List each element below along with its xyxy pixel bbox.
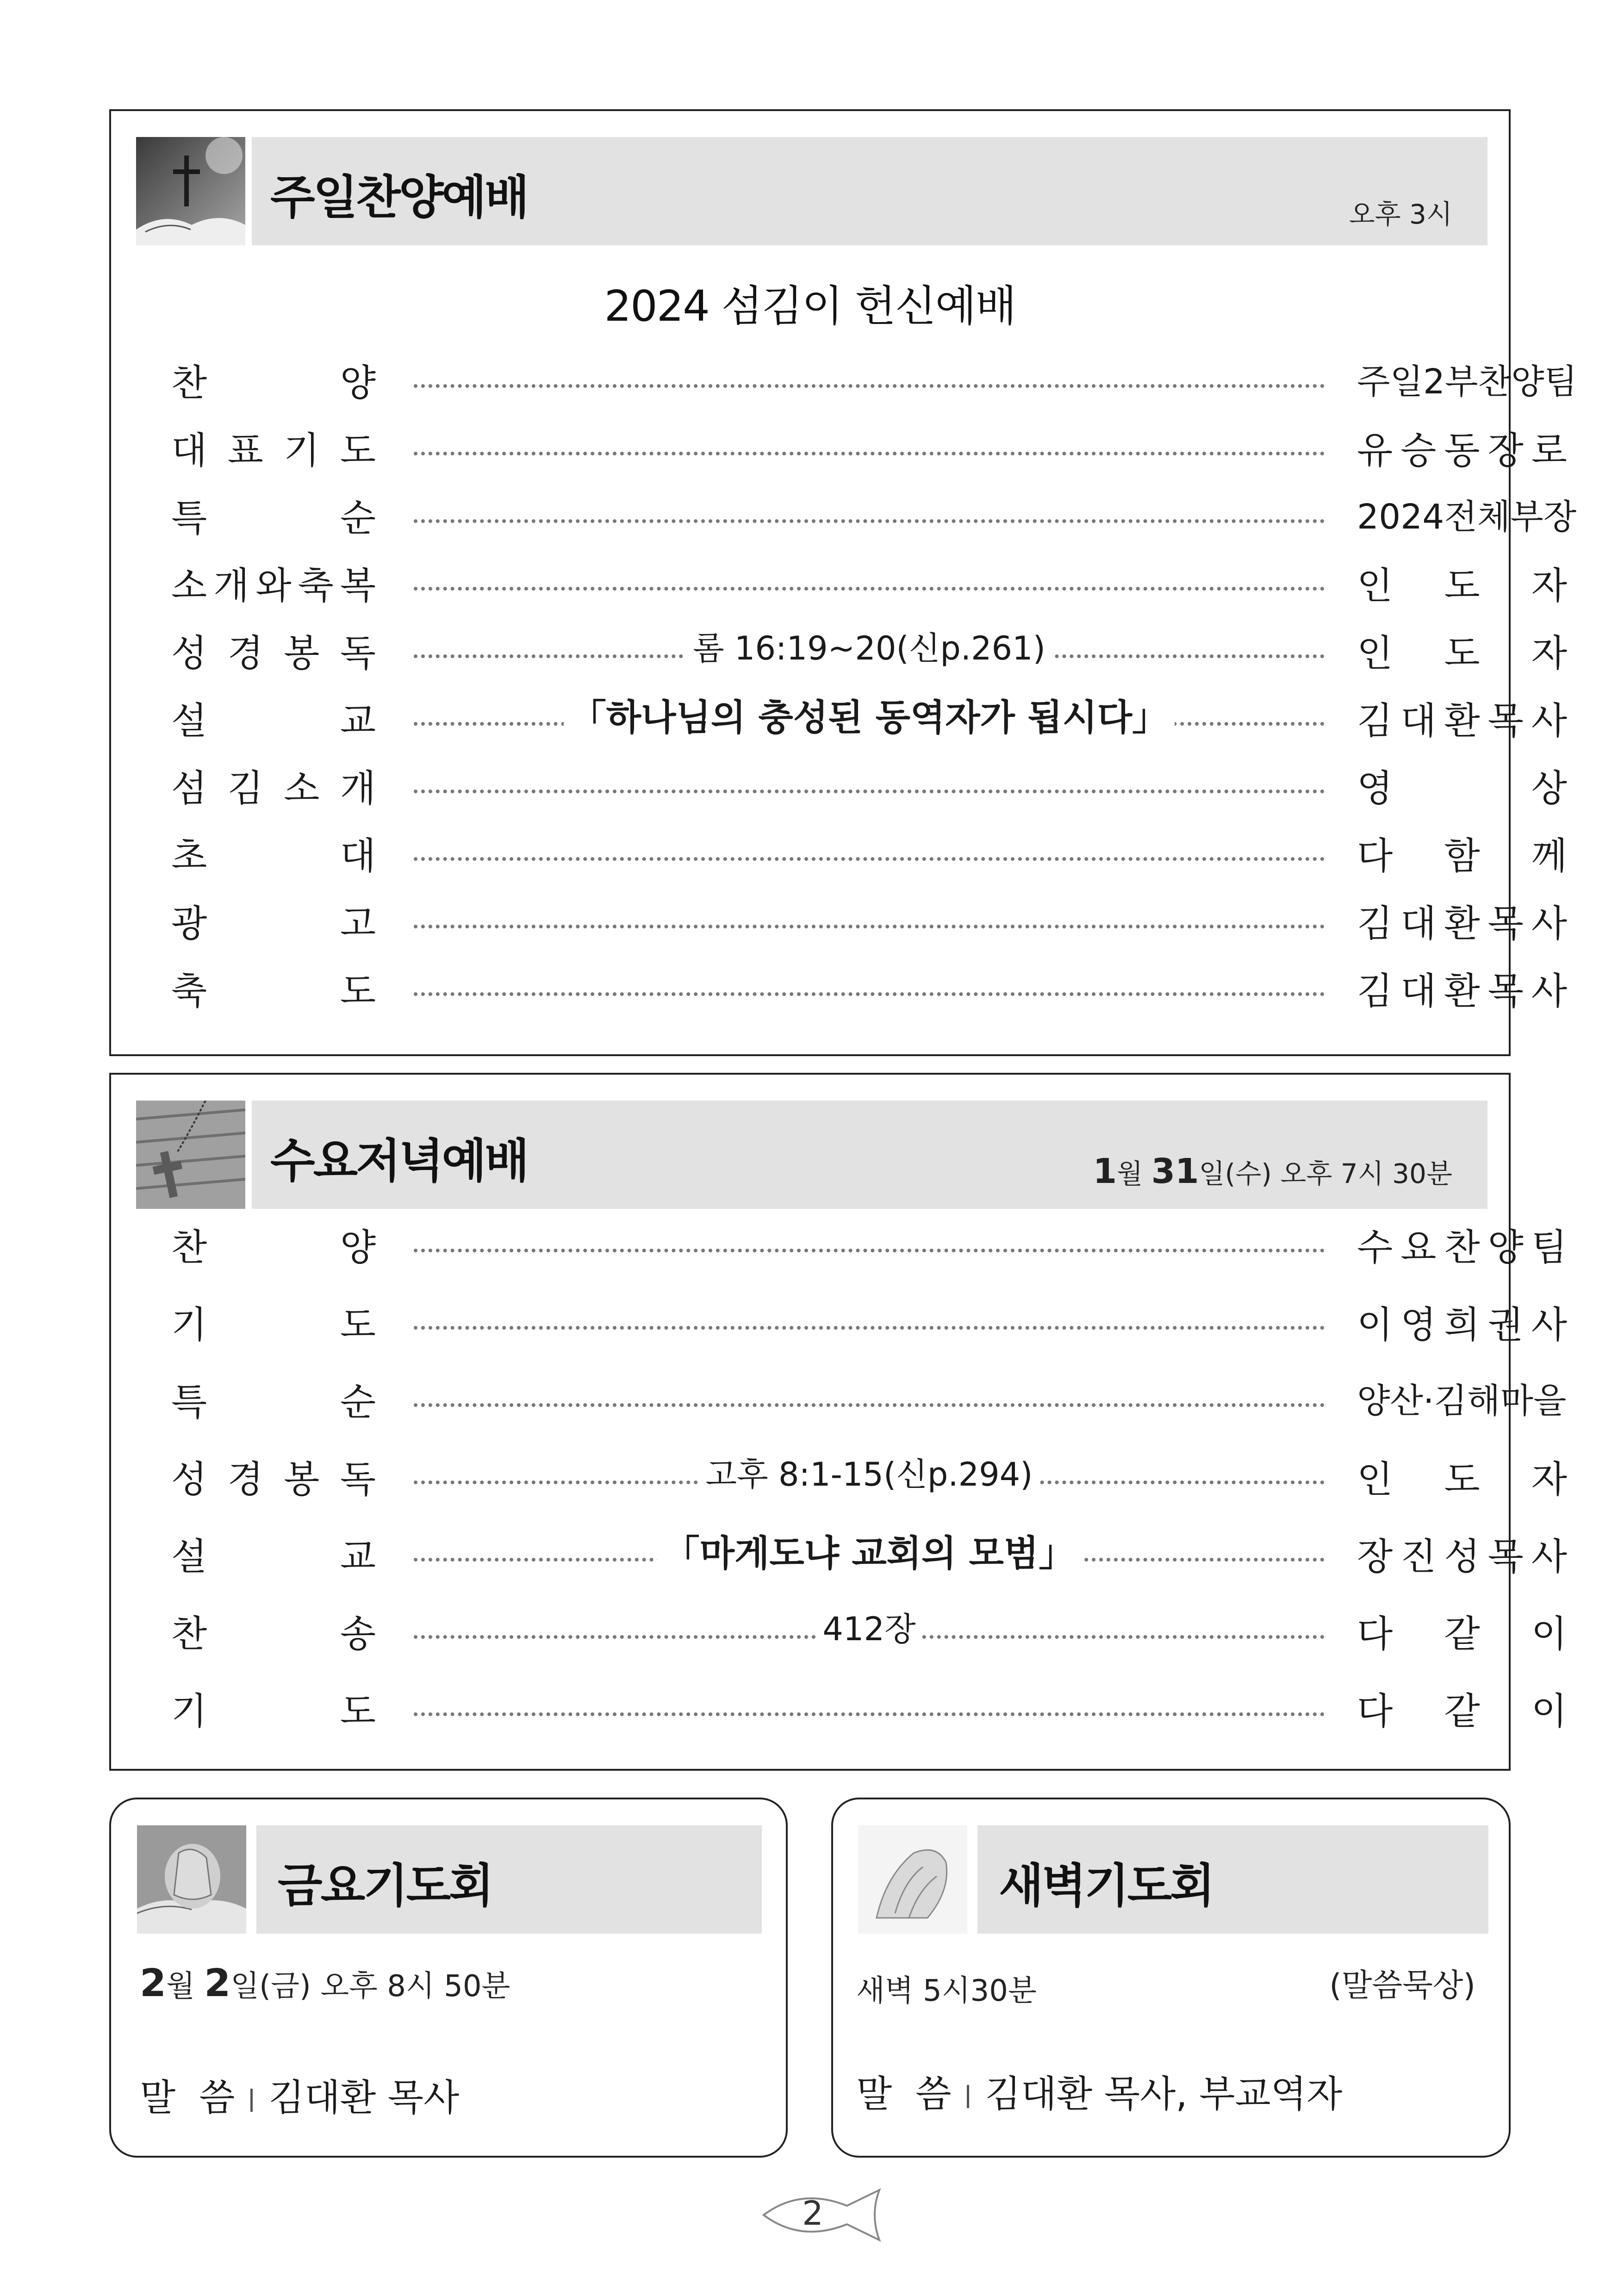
order-label xyxy=(171,902,376,945)
dot-leader xyxy=(414,790,1325,793)
person-char: 영 xyxy=(1400,1303,1437,1346)
person-char: 인 xyxy=(1357,632,1393,675)
label-char: 김 xyxy=(227,767,263,810)
order-label xyxy=(171,1226,376,1269)
person-text: 2024전체부장 xyxy=(1357,497,1577,537)
friday-prayer-box xyxy=(109,1798,788,2158)
label-char: 교 xyxy=(340,1535,376,1578)
word-label: 말 씀 xyxy=(856,2072,952,2116)
order-person xyxy=(1357,699,1567,742)
order-person xyxy=(1357,1226,1567,1269)
label-char: 독 xyxy=(340,632,376,675)
order-row xyxy=(111,361,1577,420)
label-char: 개 xyxy=(340,767,376,810)
person-char: 성 xyxy=(1444,1535,1480,1578)
label-char: 찬 xyxy=(171,361,207,404)
label-char: 성 xyxy=(171,632,207,675)
order-detail xyxy=(414,1610,1325,1648)
label-char: 대 xyxy=(171,429,207,472)
label-char: 특 xyxy=(171,1381,207,1424)
label-char: 설 xyxy=(171,699,207,742)
person-char: 영 xyxy=(1357,767,1393,810)
order-label xyxy=(171,834,376,877)
person-char: 목 xyxy=(1487,970,1524,1013)
label-char: 도 xyxy=(340,970,376,1013)
person-char: 함 xyxy=(1444,834,1480,877)
cross-necklace-image xyxy=(136,1101,245,1209)
order-label xyxy=(171,429,376,472)
order-person xyxy=(1357,970,1567,1013)
order-label xyxy=(171,1612,376,1655)
dawn-header-bar xyxy=(977,1825,1488,1934)
order-person xyxy=(1357,1458,1567,1501)
person-char: 인 xyxy=(1357,1458,1393,1501)
order-label xyxy=(171,1690,376,1733)
person-char: 도 xyxy=(1444,632,1480,675)
order-label xyxy=(171,767,376,810)
dot-leader xyxy=(414,1403,1325,1407)
person-char: 김 xyxy=(1357,699,1393,742)
order-person xyxy=(1357,564,1567,607)
order-row xyxy=(111,902,1567,961)
order-row xyxy=(111,834,1567,893)
service-time: 오후 3시 xyxy=(1349,199,1452,230)
label-char: 양 xyxy=(340,1226,376,1269)
section-title: 금요기도회 xyxy=(278,1859,492,1913)
order-row xyxy=(111,1303,1567,1362)
person-char: 요 xyxy=(1400,1226,1437,1269)
order-person xyxy=(1357,1612,1567,1655)
label-char: 개 xyxy=(213,564,249,607)
person-char: 승 xyxy=(1400,429,1437,472)
order-person xyxy=(1357,1303,1567,1346)
label-char: 기 xyxy=(171,1690,207,1733)
order-row xyxy=(111,970,1567,1028)
order-detail xyxy=(414,1458,1325,1491)
detail-text: 고후 8:1-15(신p.294) xyxy=(699,1456,1039,1493)
dawn-note: (말씀묵상) xyxy=(1329,1967,1475,2004)
service-time xyxy=(1093,1151,1452,1191)
person-char: 양 xyxy=(1487,1226,1524,1269)
order-row xyxy=(111,767,1567,826)
dot-leader xyxy=(414,1712,1325,1716)
label-char: 봉 xyxy=(284,1458,320,1501)
person-char: 이 xyxy=(1357,1303,1393,1346)
person-char: 이 xyxy=(1531,1612,1567,1655)
order-row xyxy=(111,564,1567,623)
label-char: 양 xyxy=(340,361,376,404)
dot-leader xyxy=(414,519,1325,523)
cross-candle-image xyxy=(136,137,245,245)
order-person xyxy=(1357,497,1577,537)
label-char: 특 xyxy=(171,497,207,540)
person-char: 자 xyxy=(1531,632,1567,675)
friday-header-bar xyxy=(256,1825,762,1934)
person-char: 환 xyxy=(1444,902,1480,945)
dot-leader xyxy=(414,452,1325,455)
preacher: 김대환 목사, 부교역자 xyxy=(985,2072,1343,2116)
order-label xyxy=(171,1381,376,1424)
section-title: 주일찬양예배 xyxy=(270,170,528,224)
person-char: 유 xyxy=(1357,429,1393,472)
person-char: 도 xyxy=(1444,564,1480,607)
label-char: 설 xyxy=(171,1535,207,1578)
person-char: 환 xyxy=(1444,699,1480,742)
order-row xyxy=(111,1610,1567,1671)
person-char: 사 xyxy=(1531,1535,1567,1578)
label-char: 축 xyxy=(171,970,207,1013)
order-label xyxy=(171,497,376,540)
order-person xyxy=(1357,1690,1567,1733)
separator xyxy=(967,2085,969,2108)
detail-text: 「하나님의 충성된 동역자가 됩시다」 xyxy=(564,697,1175,739)
person-char: 사 xyxy=(1531,970,1567,1013)
order-detail xyxy=(414,1533,1325,1574)
person-char: 장 xyxy=(1487,429,1524,472)
person-char: 사 xyxy=(1531,699,1567,742)
order-person xyxy=(1357,902,1567,945)
person-char: 인 xyxy=(1357,564,1393,607)
label-char: 복 xyxy=(340,564,376,607)
label-char: 찬 xyxy=(171,1612,207,1655)
label-char: 섬 xyxy=(171,767,207,810)
sunday-service-box xyxy=(109,109,1577,1056)
time-month-unit: 월 xyxy=(1117,1158,1143,1189)
label-char: 도 xyxy=(340,429,376,472)
dot-leader xyxy=(414,925,1325,928)
detail-text: 412장 xyxy=(816,1610,922,1648)
person-char: 상 xyxy=(1531,767,1567,810)
person-char: 다 xyxy=(1357,834,1393,877)
order-person xyxy=(1357,767,1567,810)
detail-text: 「마게도냐 교회의 모범」 xyxy=(657,1533,1081,1574)
label-char: 찬 xyxy=(171,1226,207,1269)
person-char: 동 xyxy=(1444,429,1480,472)
friday-sermon-line xyxy=(140,2068,459,2121)
order-label xyxy=(171,699,376,742)
order-label xyxy=(171,632,376,675)
order-label xyxy=(171,1303,376,1346)
person-char: 이 xyxy=(1531,1690,1567,1733)
folded-hands-image xyxy=(858,1825,967,1934)
person-char: 김 xyxy=(1357,970,1393,1013)
order-label xyxy=(171,564,376,607)
person-char: 다 xyxy=(1357,1612,1393,1655)
person-char: 찬 xyxy=(1444,1226,1480,1269)
praying-hands-bible-image xyxy=(137,1825,246,1934)
order-row xyxy=(111,497,1577,555)
order-label xyxy=(171,970,376,1013)
person-char: 장 xyxy=(1357,1535,1393,1578)
person-char: 김 xyxy=(1357,902,1393,945)
order-person xyxy=(1357,834,1567,877)
person-char: 도 xyxy=(1444,1458,1480,1501)
wednesday-header-bar xyxy=(252,1101,1487,1209)
label-char: 도 xyxy=(340,1690,376,1733)
section-title: 새벽기도회 xyxy=(999,1859,1213,1913)
label-char: 소 xyxy=(171,564,207,607)
time-month: 2 xyxy=(140,1961,167,2005)
preacher: 김대환 목사 xyxy=(268,2076,460,2119)
order-row xyxy=(111,429,1567,488)
time-day: 2 xyxy=(204,1961,231,2005)
person-char: 자 xyxy=(1531,564,1567,607)
label-char: 도 xyxy=(340,1303,376,1346)
person-char: 대 xyxy=(1400,970,1437,1013)
order-row xyxy=(111,1533,1567,1594)
person-char: 사 xyxy=(1531,902,1567,945)
order-person xyxy=(1357,1535,1567,1578)
service-subtitle: 2024 섬김이 헌신예배 xyxy=(604,281,1016,331)
label-char: 경 xyxy=(227,632,263,675)
order-row xyxy=(111,1456,1567,1517)
label-char: 순 xyxy=(340,497,376,540)
person-char: 권 xyxy=(1487,1303,1524,1346)
label-char: 순 xyxy=(340,1381,376,1424)
order-detail xyxy=(414,697,1325,739)
time-rest: 일(수) 오후 7시 30분 xyxy=(1199,1158,1452,1189)
dot-leader xyxy=(414,384,1325,388)
dot-leader xyxy=(414,1249,1325,1252)
label-char: 독 xyxy=(340,1458,376,1501)
person-char: 대 xyxy=(1400,902,1437,945)
person-char: 목 xyxy=(1487,699,1524,742)
section-title: 수요저녁예배 xyxy=(270,1134,528,1188)
label-char: 고 xyxy=(340,902,376,945)
detail-text: 롬 16:19~20(신p.261) xyxy=(686,629,1052,667)
person-char: 자 xyxy=(1531,1458,1567,1501)
label-char: 송 xyxy=(340,1612,376,1655)
person-char: 대 xyxy=(1400,699,1437,742)
dawn-sermon-line xyxy=(856,2064,1342,2117)
page-number-fish xyxy=(759,2187,889,2243)
person-text: 양산·김해마을 xyxy=(1357,1381,1567,1421)
dawn-prayer-box xyxy=(831,1798,1511,2158)
person-char: 사 xyxy=(1531,1303,1567,1346)
order-person xyxy=(1357,362,1577,402)
person-char: 께 xyxy=(1531,834,1567,877)
dot-leader xyxy=(414,992,1325,996)
wednesday-service-box xyxy=(109,1073,1567,1771)
label-char: 기 xyxy=(284,429,320,472)
order-detail xyxy=(414,629,1325,667)
order-row xyxy=(111,1226,1567,1285)
person-char: 희 xyxy=(1444,1303,1480,1346)
person-char: 환 xyxy=(1444,970,1480,1013)
order-label xyxy=(171,361,376,404)
person-char: 팀 xyxy=(1531,1226,1567,1269)
order-person xyxy=(1357,632,1567,675)
label-char: 와 xyxy=(255,564,292,607)
person-char: 목 xyxy=(1487,1535,1524,1578)
person-text: 주일2부찬양팀 xyxy=(1357,362,1577,402)
label-char: 경 xyxy=(227,1458,263,1501)
order-person xyxy=(1357,1381,1567,1421)
order-row xyxy=(111,1381,1567,1439)
person-char: 같 xyxy=(1444,1612,1480,1655)
order-label xyxy=(171,1535,376,1578)
order-row xyxy=(111,629,1567,691)
person-char: 로 xyxy=(1531,429,1567,472)
person-char: 진 xyxy=(1400,1535,1437,1578)
dot-leader xyxy=(414,1326,1325,1330)
label-char: 교 xyxy=(340,699,376,742)
label-char: 초 xyxy=(171,834,207,877)
person-char: 목 xyxy=(1487,902,1524,945)
order-label xyxy=(171,1458,376,1501)
label-char: 기 xyxy=(171,1303,207,1346)
label-char: 봉 xyxy=(284,632,320,675)
sunday-header-bar xyxy=(252,137,1487,245)
order-row xyxy=(111,1690,1567,1748)
time-day: 31 xyxy=(1151,1151,1199,1191)
label-char: 소 xyxy=(284,767,320,810)
order-person xyxy=(1357,429,1567,472)
person-char: 같 xyxy=(1444,1690,1480,1733)
order-row xyxy=(111,697,1567,758)
person-char: 다 xyxy=(1357,1690,1393,1733)
dot-leader xyxy=(414,587,1325,591)
label-char: 축 xyxy=(298,564,334,607)
label-char: 성 xyxy=(171,1458,207,1501)
label-char: 대 xyxy=(340,834,376,877)
separator xyxy=(250,2089,253,2112)
label-char: 광 xyxy=(171,902,207,945)
time-month-unit: 월 xyxy=(166,1969,205,2004)
dot-leader xyxy=(414,857,1325,861)
label-char: 표 xyxy=(227,429,263,472)
page-number: 2 xyxy=(802,2194,823,2233)
person-char: 수 xyxy=(1357,1226,1393,1269)
time-month: 1 xyxy=(1093,1151,1117,1191)
word-label: 말 씀 xyxy=(140,2076,235,2119)
dawn-time: 새벽 5시30분 xyxy=(856,1974,1037,2008)
friday-time xyxy=(140,1961,510,2005)
time-rest: 일(금) 오후 8시 50분 xyxy=(230,1969,510,2004)
